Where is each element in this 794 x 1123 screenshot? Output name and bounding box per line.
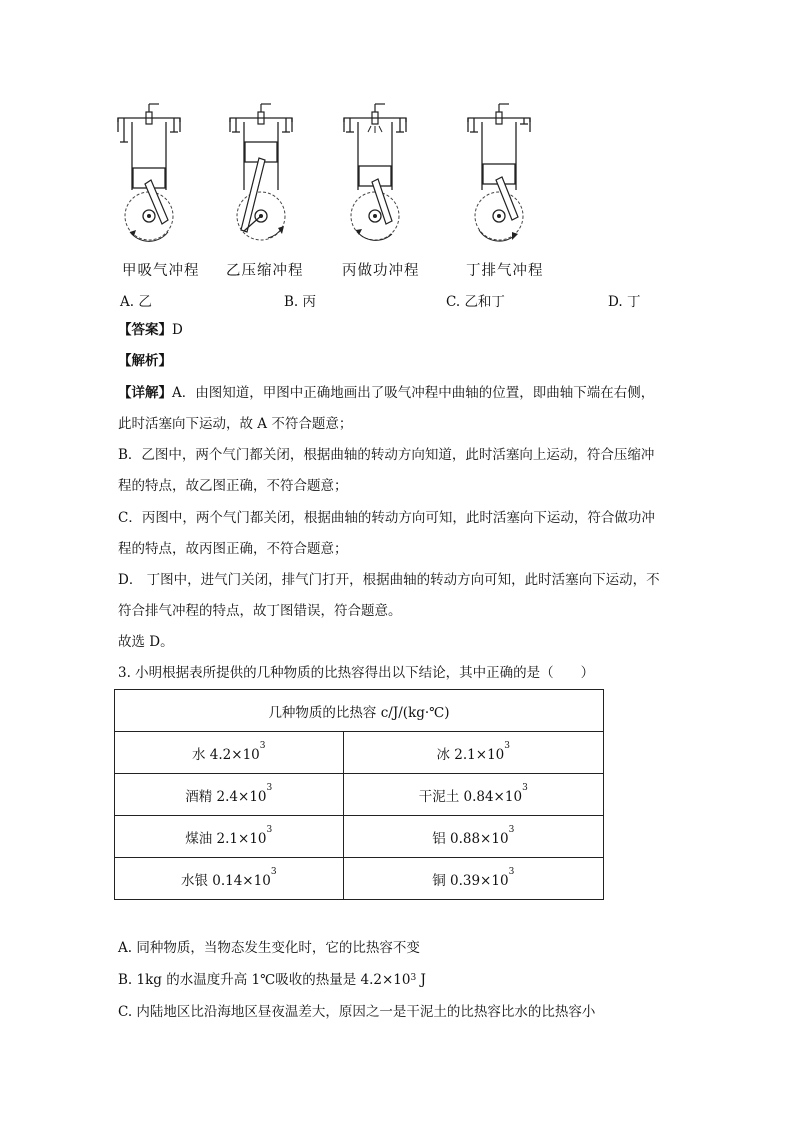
caption-compression: 乙压缩冲程 <box>226 263 304 279</box>
detail-label: 【详解】 <box>118 385 172 401</box>
detail-line-2: 此时活塞向下运动，故 A 不符合题意； <box>118 416 353 432</box>
option-letter: C. <box>446 294 461 310</box>
detail-line-3: B．乙图中，两个气门都关闭，根据曲轴的转动方向知道，此时活塞向上运动，符合压缩冲 <box>118 447 655 463</box>
option-letter: A. <box>120 294 135 310</box>
table-cell: 水 $4.2\times 10^3$ <box>115 732 344 774</box>
detail-line-7: D． 丁图中，进气门关闭，排气门打开，根据曲轴的转动方向可知，此时活塞向下运动，不 <box>118 572 660 588</box>
table-cell: 铜 $0.39\times 10^3$ <box>343 858 603 900</box>
option-letter: D. <box>608 294 623 310</box>
analysis-title: 【解析】 <box>118 353 172 369</box>
option-text: 丙 <box>302 294 317 310</box>
table-cell: 酒精 $2.4\times 10^3$ <box>115 774 344 816</box>
detail-line-4: 程的特点，故乙图正确，不符合题意； <box>118 478 348 494</box>
option-letter: B. <box>284 294 299 310</box>
table-cell: 煤油 $2.1\times 10^3$ <box>115 816 344 858</box>
table-header-row <box>115 690 604 732</box>
table-row <box>115 732 604 774</box>
answer-value: D <box>172 322 183 338</box>
detail-line-9: 故选 D。 <box>118 634 174 650</box>
option-a[interactable] <box>120 290 152 310</box>
intake-stroke-diagram <box>118 104 180 241</box>
question-3-stem: 3. 小明根据表所提供的几种物质的比热容得出以下结论，其中正确的是（ ） <box>118 665 595 681</box>
caption-intake: 甲吸气冲程 <box>122 263 200 279</box>
table-row <box>115 816 604 858</box>
answer-label: 【答案】 <box>118 322 172 338</box>
table-header: 几种物质的比热容 c/J/(kg·℃) <box>115 690 604 732</box>
option-b[interactable] <box>284 290 316 310</box>
option-c[interactable] <box>446 290 505 310</box>
table-cell: 冰 $2.1\times 10^3$ <box>343 732 603 774</box>
table-cell: 铝 $0.88\times 10^3$ <box>343 816 603 858</box>
answer-line <box>118 320 183 340</box>
detail-line-8: 符合排气冲程的特点，故丁图错误，符合题意。 <box>118 603 402 619</box>
q3-option-a[interactable]: A. 同种物质，当物态发生变化时，它的比热容不变 <box>118 940 420 956</box>
table-cell: 干泥土 $0.84\times 10^3$ <box>343 774 603 816</box>
option-d[interactable] <box>608 290 640 310</box>
detail-line-5: C．丙图中，两个气门都关闭，根据曲轴的转动方向可知，此时活塞向下运动，符合做功冲 <box>118 510 655 526</box>
table-cell: 水银 $0.14\times 10^3$ <box>115 858 344 900</box>
detail-line-1 <box>118 383 654 403</box>
engine-diagrams-svg <box>110 98 570 258</box>
detail-text: A．由图知道，甲图中正确地画出了吸气冲程中曲轴的位置，即曲轴下端在右侧， <box>172 385 655 401</box>
q3-option-b[interactable]: B. 1kg 的水温度升高 1℃吸收的热量是 $4.2\times 10^3$ J <box>118 972 426 988</box>
caption-power: 丙做功冲程 <box>342 263 420 279</box>
q3-option-c[interactable]: C. 内陆地区比沿海地区昼夜温差大，原因之一是干泥土的比热容比水的比热容小 <box>118 1004 596 1020</box>
engine-stroke-figure <box>110 98 570 258</box>
table-row <box>115 774 604 816</box>
detail-line-6: 程的特点，故丙图正确，不符合题意； <box>118 541 348 557</box>
table-row <box>115 858 604 900</box>
caption-exhaust: 丁排气冲程 <box>466 263 544 279</box>
option-text: 乙 <box>138 294 152 310</box>
option-text: B. 1kg 的水温度升高 1℃吸收的热量是 4.2×10 <box>118 972 411 988</box>
power-stroke-diagram <box>344 104 406 240</box>
option-text: 乙和丁 <box>464 294 505 310</box>
option-text: 丁 <box>626 294 641 310</box>
specific-heat-table <box>114 689 604 900</box>
exhaust-stroke-diagram <box>468 104 530 241</box>
compression-stroke-diagram <box>230 104 292 240</box>
